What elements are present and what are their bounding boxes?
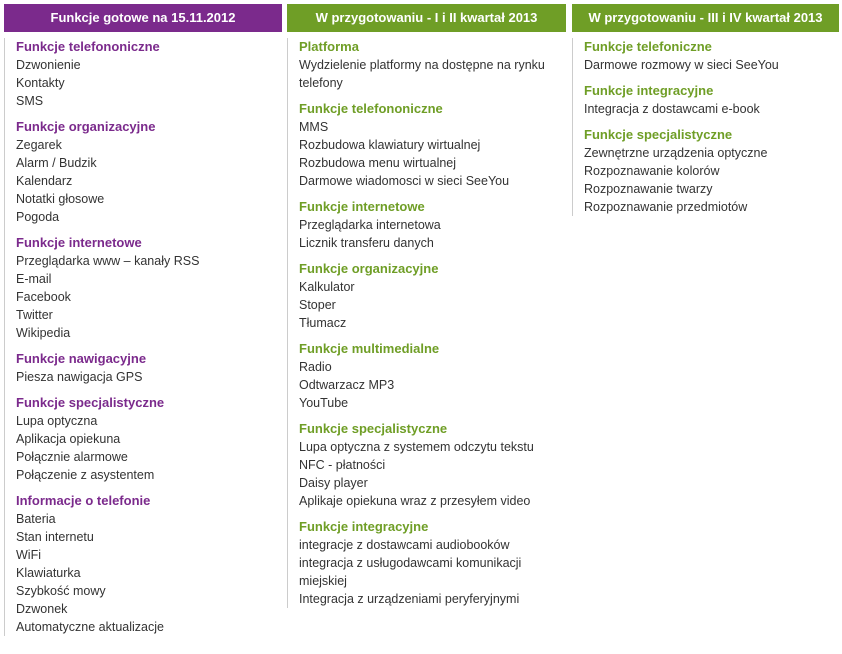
feature-item: Stoper (299, 298, 336, 312)
feature-item: WiFi (16, 548, 41, 562)
feature-item: YouTube (299, 396, 349, 410)
feature-item: Kontakty (16, 76, 65, 90)
feature-list (299, 56, 566, 92)
feature-item: Rozpoznawanie kolorów (584, 164, 720, 178)
feature-item: Rozpoznawanie przedmiotów (584, 200, 748, 214)
feature-item: Tłumacz (299, 316, 347, 330)
feature-list (16, 56, 282, 110)
feature-list (16, 412, 282, 484)
feature-item: Integracja z dostawcami e-book (584, 102, 760, 116)
feature-list (299, 278, 566, 332)
column-ready (4, 4, 282, 644)
section-title: Funkcje telefononiczne (16, 39, 160, 54)
column-header: W przygotowaniu - III i IV kwartał 2013 (572, 4, 839, 32)
feature-item: Kalkulator (299, 280, 355, 294)
feature-section (584, 126, 839, 216)
feature-item: Odtwarzacz MP3 (299, 378, 395, 392)
feature-section (16, 118, 282, 226)
section-title: Funkcje internetowe (299, 199, 425, 214)
feature-section (16, 492, 282, 636)
feature-list (299, 536, 566, 608)
feature-list (584, 100, 839, 118)
feature-item: Integracja z urządzeniami peryferyjnymi (299, 592, 520, 606)
feature-item: Rozbudowa klawiatury wirtualnej (299, 138, 481, 152)
section-title: Funkcje organizacyjne (16, 119, 156, 134)
feature-list (299, 438, 566, 510)
feature-item: Zegarek (16, 138, 62, 152)
feature-item: Daisy player (299, 476, 368, 490)
feature-list (16, 252, 282, 342)
feature-section (16, 38, 282, 110)
section-title: Funkcje specjalistyczne (299, 421, 448, 436)
feature-item: Aplikacja opiekuna (16, 432, 121, 446)
feature-list (299, 118, 566, 190)
feature-item: integracja z usługodawcami komunikacji miejskiej (299, 556, 522, 588)
feature-section (299, 420, 566, 510)
column-header: Funkcje gotowe na 15.11.2012 (4, 4, 282, 32)
section-title: Funkcje integracyjne (584, 83, 714, 98)
column-header: W przygotowaniu - I i II kwartał 2013 (287, 4, 566, 32)
feature-item: Dzwonienie (16, 58, 81, 72)
feature-section (584, 82, 839, 118)
column-body (287, 38, 566, 608)
feature-section (16, 234, 282, 342)
feature-item: Licznik transferu danych (299, 236, 434, 250)
section-title: Funkcje organizacyjne (299, 261, 439, 276)
feature-section (299, 518, 566, 608)
section-title: Funkcje integracyjne (299, 519, 429, 534)
feature-section (16, 350, 282, 386)
section-title: Funkcje telefononiczne (299, 101, 443, 116)
feature-item: Notatki głosowe (16, 192, 105, 206)
feature-item: Rozbudowa menu wirtualnej (299, 156, 457, 170)
section-title: Funkcje multimedialne (299, 341, 440, 356)
feature-item: Szybkość mowy (16, 584, 106, 598)
feature-item: Połącznie alarmowe (16, 450, 128, 464)
feature-section (16, 394, 282, 484)
column-q3-q4-2013 (572, 4, 839, 224)
section-title: Funkcje specjalistyczne (16, 395, 165, 410)
feature-section (584, 38, 839, 74)
feature-item: Rozpoznawanie twarzy (584, 182, 713, 196)
feature-section (299, 100, 566, 190)
feature-item: Lupa optyczna z systemem odczytu tekstu (299, 440, 534, 454)
column-q1-q2-2013 (287, 4, 566, 616)
feature-item: Aplikaje opiekuna wraz z przesyłem video (299, 494, 531, 508)
feature-item: Kalendarz (16, 174, 73, 188)
feature-list (16, 510, 282, 636)
feature-item: Twitter (16, 308, 53, 322)
feature-item: Automatyczne aktualizacje (16, 620, 164, 634)
feature-item: Radio (299, 360, 332, 374)
column-body (572, 38, 839, 216)
feature-item: Darmowe rozmowy w sieci SeeYou (584, 58, 779, 72)
feature-item: Połączenie z asystentem (16, 468, 155, 482)
feature-item: SMS (16, 94, 44, 108)
feature-list (299, 216, 566, 252)
feature-item: Wydzielenie platformy na dostępne na rynku telefony (299, 58, 545, 90)
section-title: Funkcje nawigacyjne (16, 351, 147, 366)
section-title: Funkcje telefoniczne (584, 39, 712, 54)
section-title: Funkcje specjalistyczne (584, 127, 733, 142)
feature-item: MMS (299, 120, 329, 134)
feature-item: Wikipedia (16, 326, 71, 340)
feature-item: Stan internetu (16, 530, 94, 544)
feature-item: E-mail (16, 272, 52, 286)
feature-list (584, 144, 839, 216)
feature-item: Darmowe wiadomosci w sieci SeeYou (299, 174, 510, 188)
feature-item: Przeglądarka internetowa (299, 218, 441, 232)
feature-list (299, 358, 566, 412)
feature-section (299, 198, 566, 252)
feature-item: Dzwonek (16, 602, 68, 616)
feature-section (299, 38, 566, 92)
feature-item: integracje z dostawcami audiobooków (299, 538, 510, 552)
column-body (4, 38, 282, 636)
section-title: Platforma (299, 39, 359, 54)
feature-list (584, 56, 839, 74)
feature-item: Facebook (16, 290, 71, 304)
feature-section (299, 260, 566, 332)
feature-list (16, 368, 282, 386)
feature-section (299, 340, 566, 412)
feature-item: Alarm / Budzik (16, 156, 97, 170)
section-title: Funkcje internetowe (16, 235, 142, 250)
feature-list (16, 136, 282, 226)
feature-item: Klawiaturka (16, 566, 81, 580)
feature-item: Lupa optyczna (16, 414, 98, 428)
feature-item: Pogoda (16, 210, 60, 224)
feature-item: NFC - płatności (299, 458, 386, 472)
feature-item: Zewnętrzne urządzenia optyczne (584, 146, 768, 160)
section-title: Informacje o telefonie (16, 493, 151, 508)
feature-item: Przeglądarka www – kanały RSS (16, 254, 200, 268)
feature-item: Bateria (16, 512, 56, 526)
feature-item: Piesza nawigacja GPS (16, 370, 143, 384)
